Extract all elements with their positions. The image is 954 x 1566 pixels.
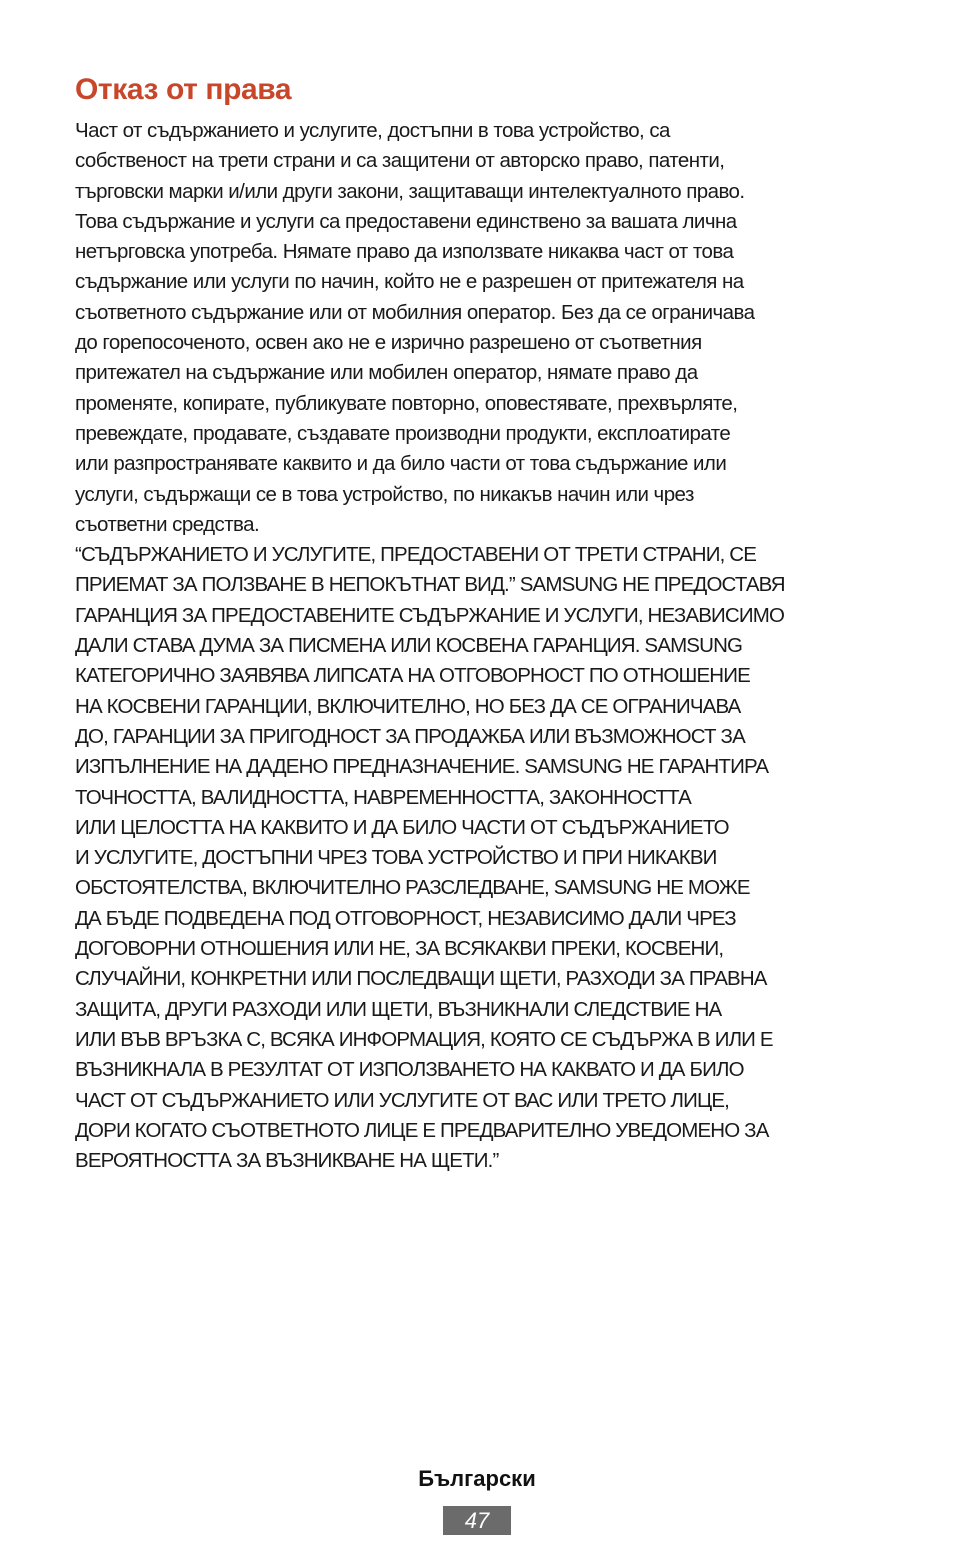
paragraph-line: или разпространявате каквито и да било части от това съдържание или (75, 452, 727, 476)
paragraph-line: нетърговска употреба. Нямате право да използвате никаква част от това (75, 240, 734, 264)
paragraph-line: ДАЛИ СТАВА ДУМА ЗА ПИСМЕНА ИЛИ КОСВЕНА ГАРАНЦИЯ. SAMSUNG (75, 634, 743, 658)
paragraph-line: превеждате, продавате, създавате производни продукти, експлоатирате (75, 421, 731, 445)
paragraph-line: услуги, съдържащи се в това устройство, по никакъв начин или чрез (75, 482, 694, 506)
paragraph-line: притежател на съдържание или мобилен оператор, нямате право да (75, 361, 698, 385)
paragraph-line: търговски марки и/или други закони, защитаващи интелектуалното право. (75, 179, 745, 203)
paragraph-line: ДА БЪДЕ ПОДВЕДЕНА ПОД ОТГОВОРНОСТ, НЕЗАВИСИМО ДАЛИ ЧРЕЗ (75, 906, 736, 930)
paragraph-line: ТОЧНОСТТА, ВАЛИДНОСТТА, НАВРЕМЕННОСТТА, ЗАКОННОСТТА (75, 785, 691, 809)
paragraph-line: ИЗПЪЛНЕНИЕ НА ДАДЕНО ПРЕДНАЗНАЧЕНИЕ. SAMSUNG НЕ ГАРАНТИРА (75, 755, 769, 779)
section-title: Отказ от права (75, 73, 292, 106)
paragraph-line: ЧАСТ ОТ СЪДЪРЖАНИЕТО ИЛИ УСЛУГИТЕ ОТ ВАС ИЛИ ТРЕТО ЛИЦЕ, (75, 1088, 730, 1112)
paragraph-line: СЛУЧАЙНИ, КОНКРЕТНИ ИЛИ ПОСЛЕДВАЩИ ЩЕТИ, РАЗХОДИ ЗА ПРАВНА (75, 967, 767, 991)
paragraph-line: КАТЕГОРИЧНО ЗАЯВЯВА ЛИПСАТА НА ОТГОВОРНОСТ ПО ОТНОШЕНИЕ (75, 664, 750, 688)
page-number-badge: 47 (443, 1506, 511, 1535)
paragraph-line: съдържание или услуги по начин, който не е разрешен от притежателя на (75, 270, 744, 294)
paragraph-line: НА КОСВЕНИ ГАРАНЦИИ, ВКЛЮЧИТЕЛНО, НО БЕЗ ДА СЕ ОГРАНИЧАВА (75, 694, 741, 718)
paragraph-intro (75, 116, 875, 540)
paragraph-line: ИЛИ ВЪВ ВРЪЗКА С, ВСЯКА ИНФОРМАЦИЯ, КОЯТО СЕ СЪДЪРЖА В ИЛИ Е (75, 1027, 773, 1051)
paragraph-line: ИЛИ ЦЕЛОСТТА НА КАКВИТО И ДА БИЛО ЧАСТИ ОТ СЪДЪРЖАНИЕТО (75, 815, 729, 839)
paragraph-line: ОБСТОЯТЕЛСТВА, ВКЛЮЧИТЕЛНО РАЗСЛЕДВАНЕ, SAMSUNG НЕ МОЖЕ (75, 876, 750, 900)
paragraph-line: ГАРАНЦИЯ ЗА ПРЕДОСТАВЕНИТЕ СЪДЪРЖАНИЕ И УСЛУГИ, НЕЗАВИСИМО (75, 603, 785, 627)
paragraph-line: до горепосоченото, освен ако не е изрично разрешено от съответния (75, 331, 702, 355)
paragraph-line: съответното съдържание или от мобилния оператор. Без да се ограничава (75, 300, 755, 324)
paragraph-line: ВЕРОЯТНОСТТА ЗА ВЪЗНИКВАНЕ НА ЩЕТИ.” (75, 1149, 499, 1173)
paragraph-disclaimer (75, 540, 875, 1176)
paragraph-line: ПРИЕМАТ ЗА ПОЛЗВАНЕ В НЕПОКЪТНАТ ВИД.” SAMSUNG НЕ ПРЕДОСТАВЯ (75, 573, 785, 597)
paragraph-line: Това съдържание и услуги са предоставени единствено за вашата лична (75, 209, 737, 233)
paragraph-line: съответни средства. (75, 512, 260, 536)
document-page (75, 70, 875, 1176)
paragraph-line: ВЪЗНИКНАЛА В РЕЗУЛТАТ ОТ ИЗПОЛЗВАНЕТО НА КАКВАТО И ДА БИЛО (75, 1058, 744, 1082)
paragraph-line: ЗАЩИТА, ДРУГИ РАЗХОДИ ИЛИ ЩЕТИ, ВЪЗНИКНАЛИ СЛЕДСТВИЕ НА (75, 997, 722, 1021)
paragraph-line: И УСЛУГИТЕ, ДОСТЪПНИ ЧРЕЗ ТОВА УСТРОЙСТВО И ПРИ НИКАКВИ (75, 846, 717, 870)
paragraph-line: собственост на трети страни и са защитени от авторско право, патенти, (75, 149, 725, 173)
paragraph-line: “СЪДЪРЖАНИЕТО И УСЛУГИТЕ, ПРЕДОСТАВЕНИ ОТ ТРЕТИ СТРАНИ, СЕ (75, 543, 757, 567)
paragraph-line: променяте, копирате, публикувате повторно, оповестявате, прехвърляте, (75, 391, 738, 415)
paragraph-line: Част от съдържанието и услугите, достъпни в това устройство, са (75, 119, 670, 142)
paragraph-line: ДОГОВОРНИ ОТНОШЕНИЯ ИЛИ НЕ, ЗА ВСЯКАКВИ ПРЕКИ, КОСВЕНИ, (75, 937, 724, 961)
footer-language: Български (418, 1466, 536, 1491)
paragraph-line: ДО, ГАРАНЦИИ ЗА ПРИГОДНОСТ ЗА ПРОДАЖБА ИЛИ ВЪЗМОЖНОСТ ЗА (75, 724, 745, 748)
paragraph-line: ДОРИ КОГАТО СЪОТВЕТНОТО ЛИЦЕ Е ПРЕДВАРИТЕЛНО УВЕДОМЕНО ЗА (75, 1118, 769, 1142)
